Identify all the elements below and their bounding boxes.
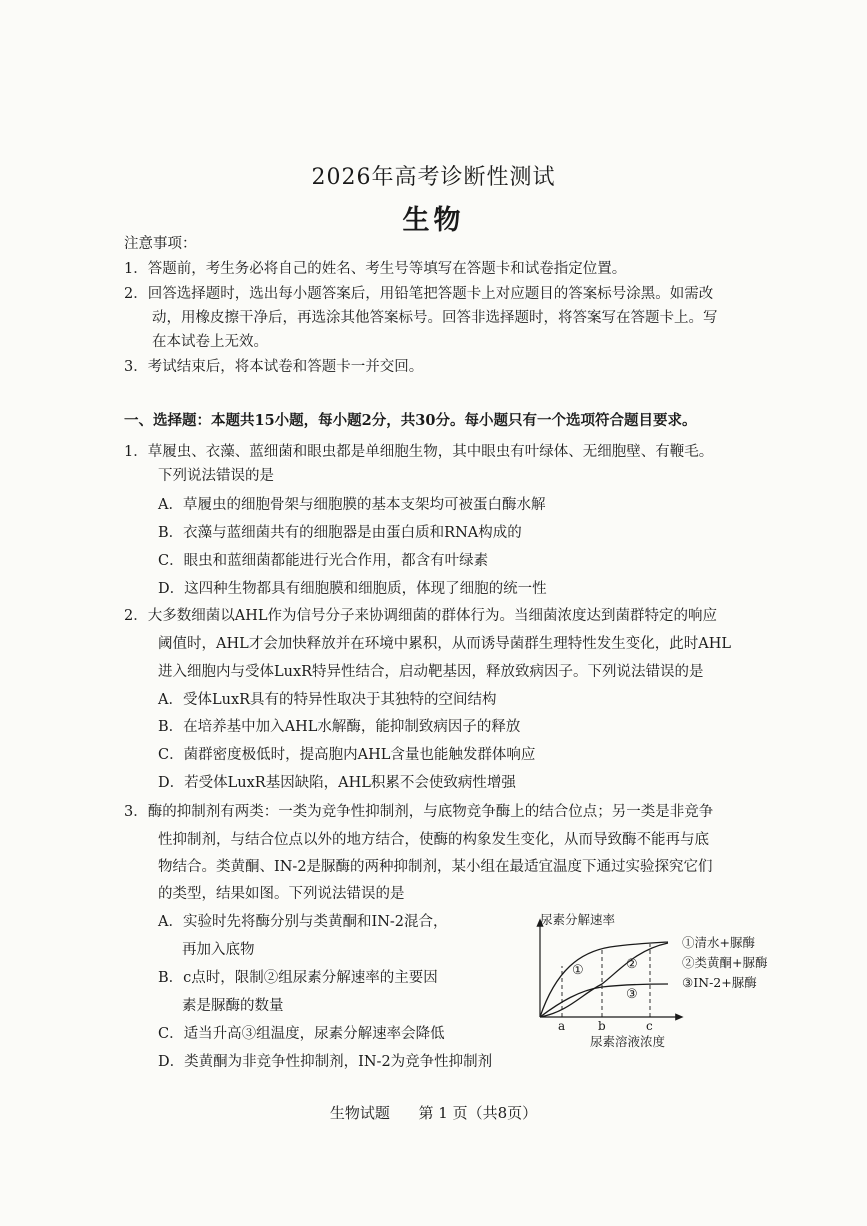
footer-subject: 生物试题: [329, 1104, 390, 1122]
question-1-option-b: B．衣藻与蓝细菌共有的细胞器是由蛋白质和RNA构成的: [158, 525, 522, 541]
section-heading: 一、选择题：本题共15小题，每小题2分，共30分。每小题只有一个选项符合题目要求。: [124, 412, 697, 429]
exam-title: 2026年高考诊断性测试: [311, 165, 556, 190]
notice-item: 在本试卷上无效。: [152, 334, 268, 350]
question-1-stem: 下列说法错误的是: [158, 468, 274, 484]
question-3-option-d: D．类黄酮为非竞争性抑制剂，IN-2为竞争性抑制剂: [158, 1054, 493, 1070]
notice-item: 2．回答选择题时，选出每小题答案后，用铅笔把答题卡上对应题目的答案标号涂黑。如需改: [124, 286, 714, 302]
question-1-option-c: C．眼虫和蓝细菌都能进行光合作用，都含有叶绿素: [158, 553, 489, 569]
question-3-option-b: B．c点时，限制②组尿素分解速率的主要因: [158, 970, 438, 986]
curve-1-marker: ①: [572, 963, 584, 978]
question-3-stem: 物结合。类黄酮、IN-2是脲酶的两种抑制剂，某小组在最适宜温度下通过实验探究它们: [158, 859, 713, 875]
x-tick-c: c: [646, 1019, 653, 1033]
y-axis-label: 尿素分解速率: [540, 912, 616, 927]
footer-page-number: 第 1 页（共8页）: [418, 1104, 538, 1122]
question-3-stem: 3．酶的抑制剂有两类：一类为竞争性抑制剂，与底物竞争酶上的结合位点；另一类是非竞争: [124, 804, 714, 820]
curve-3: [540, 984, 668, 1017]
notice-item: 1．答题前，考生务必将自己的姓名、考生号等填写在答题卡和试卷指定位置。: [124, 261, 627, 277]
question-2-stem: 2．大多数细菌以AHL作为信号分子来协调细菌的群体行为。当细菌浓度达到菌群特定的响应: [124, 608, 717, 624]
curve-2: [540, 943, 668, 1017]
page-footer: [0, 1102, 867, 1123]
question-3-option-a-cont: 再加入底物: [182, 942, 255, 958]
question-3-stem: 的类型，结果如图。下列说法错误的是: [158, 886, 405, 902]
question-2-stem: 阈值时，AHL才会加快释放并在环境中累积，从而诱导菌群生理特性发生变化，此时AHL: [158, 636, 731, 652]
curve-2-marker: ②: [626, 957, 638, 972]
notice-item: 3．考试结束后，将本试卷和答题卡一并交回。: [124, 359, 424, 375]
legend-item-3: ③IN-2+脲酶: [682, 975, 757, 990]
question-3-stem: 性抑制剂，与结合位点以外的地方结合，使酶的构象发生变化，从而导致酶不能再与底: [158, 832, 709, 848]
question-3-option-b-cont: 素是脲酶的数量: [182, 998, 284, 1014]
legend-item-2: ②类黄酮+脲酶: [682, 955, 768, 970]
question-2-option-a: A．受体LuxR具有的特异性取决于其独特的空间结构: [158, 692, 497, 708]
x-axis-label: 尿素溶液浓度: [590, 1034, 666, 1049]
question-3-option-c: C．适当升高③组温度，尿素分解速率会降低: [158, 1026, 445, 1042]
notice-heading: 注意事项：: [124, 236, 197, 252]
question-1-option-a: A．草履虫的细胞骨架与细胞膜的基本支架均可被蛋白酶水解: [158, 497, 546, 513]
notice-item: 动，用橡皮擦干净后，再选涂其他答案标号。回答非选择题时，将答案写在答题卡上。写: [152, 310, 718, 326]
question-1-option-d: D．这四种生物都具有细胞膜和细胞质，体现了细胞的统一性: [158, 581, 547, 597]
question-1-stem: 1．草履虫、衣藻、蓝细菌和眼虫都是单细胞生物，其中眼虫有叶绿体、无细胞壁、有鞭毛。: [124, 444, 714, 460]
legend-item-1: ①清水+脲酶: [682, 935, 755, 950]
question-2-option-c: C．菌群密度极低时，提高胞内AHL含量也能触发群体响应: [158, 747, 536, 763]
subject-title: 生物: [402, 205, 465, 236]
curve-1: [540, 942, 668, 1017]
question-2-option-b: B．在培养基中加入AHL水解酶，能抑制致病因子的释放: [158, 719, 521, 735]
enzyme-rate-chart: [520, 910, 790, 1055]
x-tick-a: a: [558, 1019, 566, 1033]
question-2-stem: 进入细胞内与受体LuxR特异性结合，启动靶基因，释放致病因子。下列说法错误的是: [158, 664, 704, 680]
question-2-option-d: D．若受体LuxR基因缺陷，AHL积累不会使致病性增强: [158, 775, 516, 791]
curve-3-marker: ③: [626, 987, 638, 1002]
x-tick-b: b: [598, 1019, 606, 1033]
question-3-option-a: A．实验时先将酶分别与类黄酮和IN-2混合，: [158, 914, 448, 930]
